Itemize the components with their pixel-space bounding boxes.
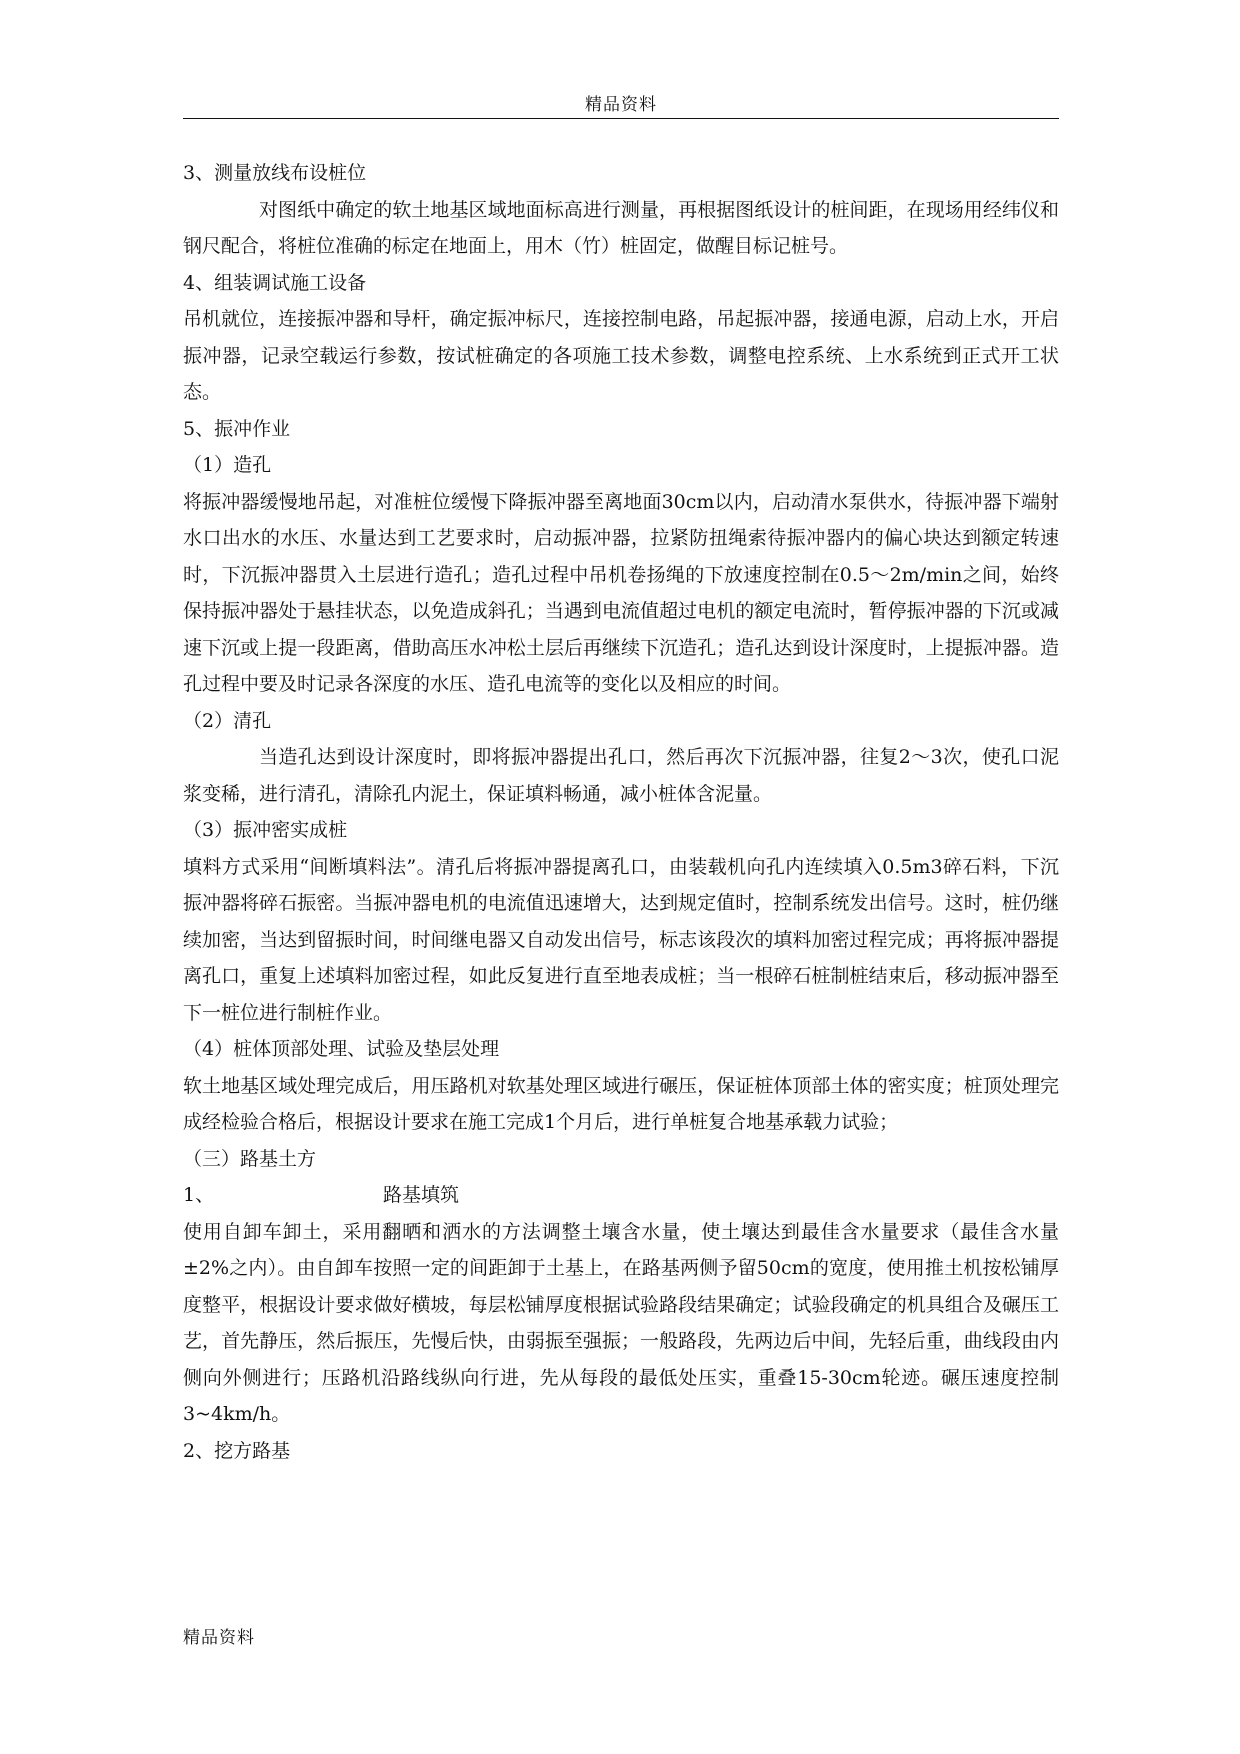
paragraph-survey-layout: 对图纸中确定的软土地基区域地面标高进行测量，再根据图纸设计的桩间距，在现场用经纬仪和钢尺配合，将桩位准确的标定在地面上，用木（竹）桩固定，做醒目标记桩号。 <box>183 198 1059 257</box>
subheading-number: 1、 <box>183 1184 215 1206</box>
section-heading-vibro-operation: 5、振冲作业 <box>183 417 291 440</box>
subheading-compaction-pile: （3）振冲密实成桩 <box>183 819 348 841</box>
page-header: 精品资料 <box>585 95 657 115</box>
subheading-hole-cleaning: （2）清孔 <box>183 709 272 732</box>
section-heading-subgrade-earthwork: （三）路基土方 <box>183 1147 317 1170</box>
paragraph-compaction-pile: 填料方式采用“间断填料法”。清孔后将振冲器提离孔口，由装载机向孔内连续填入0.5m3碎石料，下沉振冲器将碎石振密。当振冲器电机的电流值迅速增大，达到规定值时，控制系统发出信号。这时，桩仍继续加密，当达到留振时间，时间继电器又自动发出信号，标志该段次的填料加密过程完成；再将振冲器提离孔口，重复上述填料加密过程，如此反复进行直至地表成桩；当一根碎石桩制桩结束后，移动振冲器至下一桩位进行制桩作业。 <box>183 855 1059 1024</box>
page-footer: 精品资料 <box>183 1628 255 1648</box>
paragraph-equipment-setup: 吊机就位，连接振冲器和导杆，确定振冲标尺，连接控制电路，吊起振冲器，接通电源，启动上水，开启振冲器，记录空载运行参数，按试桩确定的各项施工技术参数，调整电控系统、上水系统到正式开工状态。 <box>183 308 1059 403</box>
section-heading-survey-layout: 3、测量放线布设桩位 <box>183 162 367 184</box>
subheading-label: 路基填筑 <box>383 1184 460 1206</box>
paragraph-hole-making: 将振冲器缓慢地吊起，对准桩位缓慢下降振冲器至离地面30cm以内，启动清水泵供水，待振冲器下端射水口出水的水压、水量达到工艺要求时，启动振冲器，拉紧防扭绳索待振冲器内的偏心块达到额定转速时，下沉振冲器贯入土层进行造孔；造孔过程中吊机卷扬绳的下放速度控制在0.5～2m/min之间，始终保持振冲器处于悬挂状态，以免造成斜孔；当遇到电流值超过电机的额定电流时，暂停振冲器的下沉或减速下沉或上提一段距离，借助高压水冲松土层后再继续下沉造孔；造孔达到设计深度时，上提振冲器。造孔过程中要及时记录各深度的水压、造孔电流等的变化以及相应的时间。 <box>183 490 1059 695</box>
subheading-hole-making: （1）造孔 <box>183 454 272 476</box>
paragraph-subgrade-filling: 使用自卸车卸土，采用翻晒和洒水的方法调整土壤含水量，使土壤达到最佳含水量要求（最佳含水量±2%之内）。由自卸车按照一定的间距卸于土基上，在路基两侧予留50cm的宽度，使用推土机按松铺厚度整平，根据设计要求做好横坡，每层松铺厚度根据试验路段结果确定；试验段确定的机具组合及碾压工艺，首先静压，然后振压，先慢后快，由弱振至强振；一般路段，先两边后中间，先轻后重，曲线段由内侧向外侧进行；压路机沿路线纵向行进，先从每段的最低处压实，重叠15-30cm轮迹。碾压速度控制3~4km/h。 <box>183 1220 1059 1425</box>
paragraph-pile-top-treatment: 软土地基区域处理完成后，用压路机对软基处理区域进行碾压，保证桩体顶部土体的密实度；桩顶处理完成经检验合格后，根据设计要求在施工完成1个月后，进行单桩复合地基承载力试验； <box>183 1074 1059 1133</box>
subheading-subgrade-filling <box>183 1177 1059 1214</box>
header-divider <box>183 118 1059 119</box>
subheading-cut-subgrade: 2、挖方路基 <box>183 1439 291 1462</box>
section-heading-equipment-setup: 4、组装调试施工设备 <box>183 271 367 294</box>
subheading-pile-top-treatment: （4）桩体顶部处理、试验及垫层处理 <box>183 1038 500 1060</box>
paragraph-hole-cleaning: 当造孔达到设计深度时，即将振冲器提出孔口，然后再次下沉振冲器，往复2～3次，使孔口泥浆变稀，进行清孔，清除孔内泥土，保证填料畅通，减小桩体含泥量。 <box>183 746 1059 805</box>
document-body <box>183 155 1059 1469</box>
